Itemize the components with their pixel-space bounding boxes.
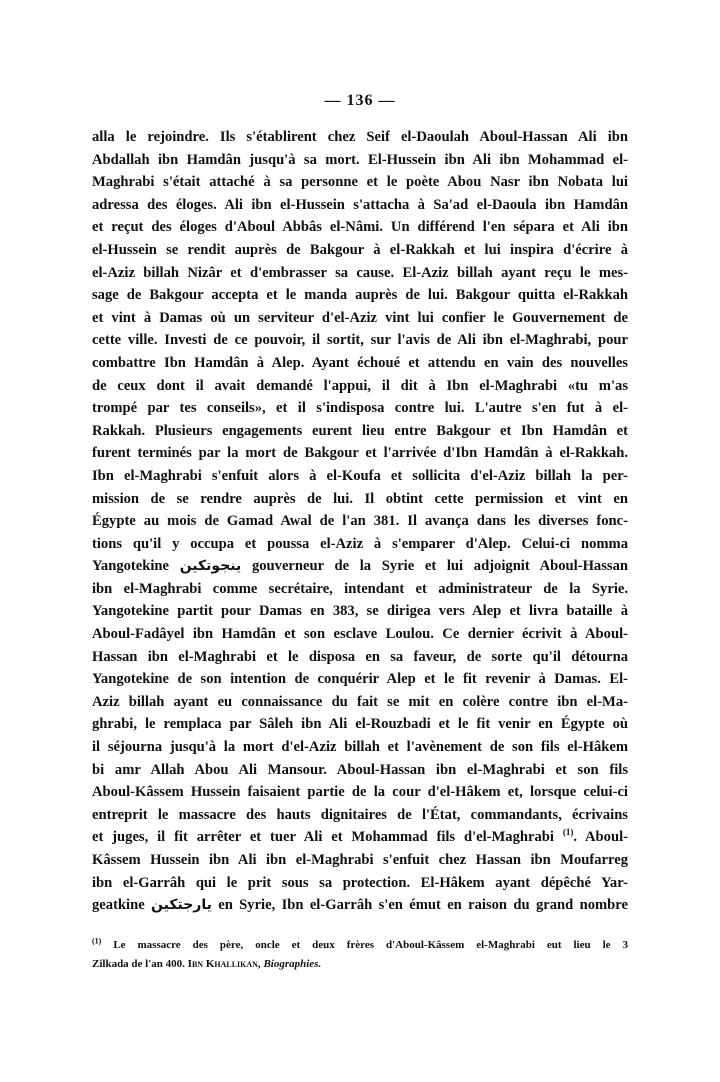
text-line-6: el-Hussein se rendit auprès de Bakgour à el-Rakkah et lui inspira d'écrire à: [92, 241, 628, 258]
text-line-13: trompé par tes conseils», et il s'indisposa contre lui. L'autre s'en fut à el-: [92, 400, 628, 417]
footnote-line-1: [92, 936, 628, 955]
text-line-26: Aziz billah ayant eu connaissance du fait se mit en colère contre ibn el-Ma-: [92, 693, 628, 710]
footnote-author: Ibn Khallikan,: [187, 958, 261, 970]
text-line-27: ghrabi, le remplaca par Sâleh ibn Ali el-Rouzbadi et le fit venir en Égypte où: [92, 716, 628, 733]
text-line-28: il séjourna jusqu'à la mort d'el-Aziz billah et l'avènement de son fils el-Hâkem: [92, 739, 628, 756]
text-line-7: el-Aziz billah Nizâr et d'embrasser sa cause. El-Aziz billah ayant reçu le mes-: [92, 264, 628, 281]
text-line-9: et vint à Damas où un serviteur d'el-Aziz vint lui confier le Gouvernement de: [92, 309, 628, 326]
text-line-18: Égypte au mois de Gamad Awal de l'an 381. Il avança dans les diverses fonc-: [92, 513, 628, 530]
text-line-31: entreprit le massacre des hauts dignitaires de l'État, commandants, écrivains: [92, 806, 628, 823]
footnotes: [92, 936, 628, 974]
text-line-32: [92, 826, 628, 849]
text-line-14: Rakkah. Plusieurs engagements eurent lieu entre Bakgour et Ibn Hamdân et: [92, 422, 628, 439]
name-arabic: ينجوتكين: [179, 558, 242, 575]
footnote-mark: (1): [92, 936, 102, 946]
text-line-24: Hassan ibn el-Maghrabi et le disposa en sa faveur, de sorte qu'il détourna: [92, 648, 628, 665]
text-line-32-main: et juges, il fit arrêter et tuer Ali et Mohammad fils d'el-Maghrabi: [92, 829, 554, 846]
text-line-10: cette ville. Investi de ce pouvoir, il sortit, sur l'avis de Ali ibn el-Maghrabi, pour: [92, 332, 628, 349]
name-latin-2: geatkine: [92, 897, 145, 914]
text-line-25: Yangotekine de son intention de conquérir Alep et le fit revenir à Damas. El-: [92, 671, 628, 688]
footnote-work: Biographies.: [263, 958, 322, 970]
text-line-12: de ceux dont il avait demandé l'appui, il dit à Ibn el-Maghrabi «tu m'as: [92, 377, 628, 394]
footnote-text-1: Le massacre des père, oncle et deux frères d'Aboul-Kâssem el-Maghrabi eut lieu le 3: [113, 939, 628, 951]
footnote-text-2: Zilkada de l'an 400.: [92, 958, 185, 970]
text-line-22: Yangotekine partit pour Damas en 383, se dirigea vers Alep et livra bataille à: [92, 603, 628, 620]
text-line-33: Kâssem Hussein ibn Ali ibn el-Maghrabi s'enfuit chez Hassan ibn Moufarreg: [92, 852, 628, 868]
text-line-5: et reçut des éloges d'Aboul Abbâs el-Nâmi. Un différend l'en sépara et Ali ibn: [92, 219, 628, 236]
text-line-11: combattre Ibn Hamdân à Alep. Ayant échoué et attendu en vain des nouvelles: [92, 354, 628, 371]
text-line-30: Aboul-Kâssem Hussein faisaient partie de la cour d'el-Hâkem et, lorsque celui-ci: [92, 784, 628, 801]
text-line-21: ibn el-Maghrabi comme secrétaire, intendant et administrateur de la Syrie.: [92, 580, 628, 597]
body-text: [92, 126, 628, 917]
text-line-16: Ibn el-Maghrabi s'enfuit alors à el-Koufa et sollicita d'el-Aziz billah la per-: [92, 467, 628, 484]
text-line-19: tions qu'il y occupa et poussa el-Aziz à s'emparer d'Alep. Celui-ci nomma: [92, 535, 628, 552]
footnote-line-2: [92, 955, 628, 974]
text-line-32-end: . Aboul-: [573, 829, 628, 846]
text-line-1: alla le rejoindre. Ils s'établirent chez Seif el-Daoulah Aboul-Hassan Ali ibn: [92, 129, 628, 145]
text-line-35: [92, 894, 628, 917]
name-latin: Yangotekine: [92, 558, 170, 575]
page-number: — 136 —: [324, 92, 396, 109]
text-line-17: mission de se rendre auprès de lui. Il obtint cette permission et vint en: [92, 490, 628, 507]
text-line-34: ibn el-Garrâh qui le prit sous sa protection. El-Hâkem ayant dépêché Yar-: [92, 874, 628, 891]
footnote-reference[interactable]: (1): [562, 827, 574, 838]
text-line-23: Aboul-Fadâyel ibn Hamdân et son esclave Loulou. Ce dernier écrivit à Aboul-: [92, 626, 628, 643]
text-line-20: [92, 555, 628, 578]
text-line-4: adressa des éloges. Ali ibn el-Hussein s'attacha à Sa'ad el-Daoula ibn Hamdân: [92, 196, 628, 213]
text-line-3: Maghrabi s'était attaché à sa personne et le poète Abou Nasr ibn Nobata lui: [92, 174, 628, 191]
text-line-15: furent terminés par la mort de Bakgour et l'arrivée d'Ibn Hamdân à el-Rakkah.: [92, 445, 628, 462]
text-line-29: bi amr Allah Abou Ali Mansour. Aboul-Hassan ibn el-Maghrabi et son fils: [92, 761, 628, 778]
name-arabic-2: يارجتكين: [151, 897, 212, 914]
text-line-20-rest: gouverneur de la Syrie et lui adjoignit Aboul-Hassan: [251, 558, 628, 575]
text-line-2: Abdallah ibn Hamdân jusqu'à sa mort. El-Hussein ibn Ali ibn Mohammad el-: [92, 151, 628, 168]
text-line-35-rest: en Syrie, Ibn el-Garrâh s'en émut en raison du grand nombre: [218, 897, 628, 914]
text-line-8: sage de Bakgour accepta et le manda auprès de lui. Bakgour quitta el-Rakkah: [92, 287, 628, 304]
